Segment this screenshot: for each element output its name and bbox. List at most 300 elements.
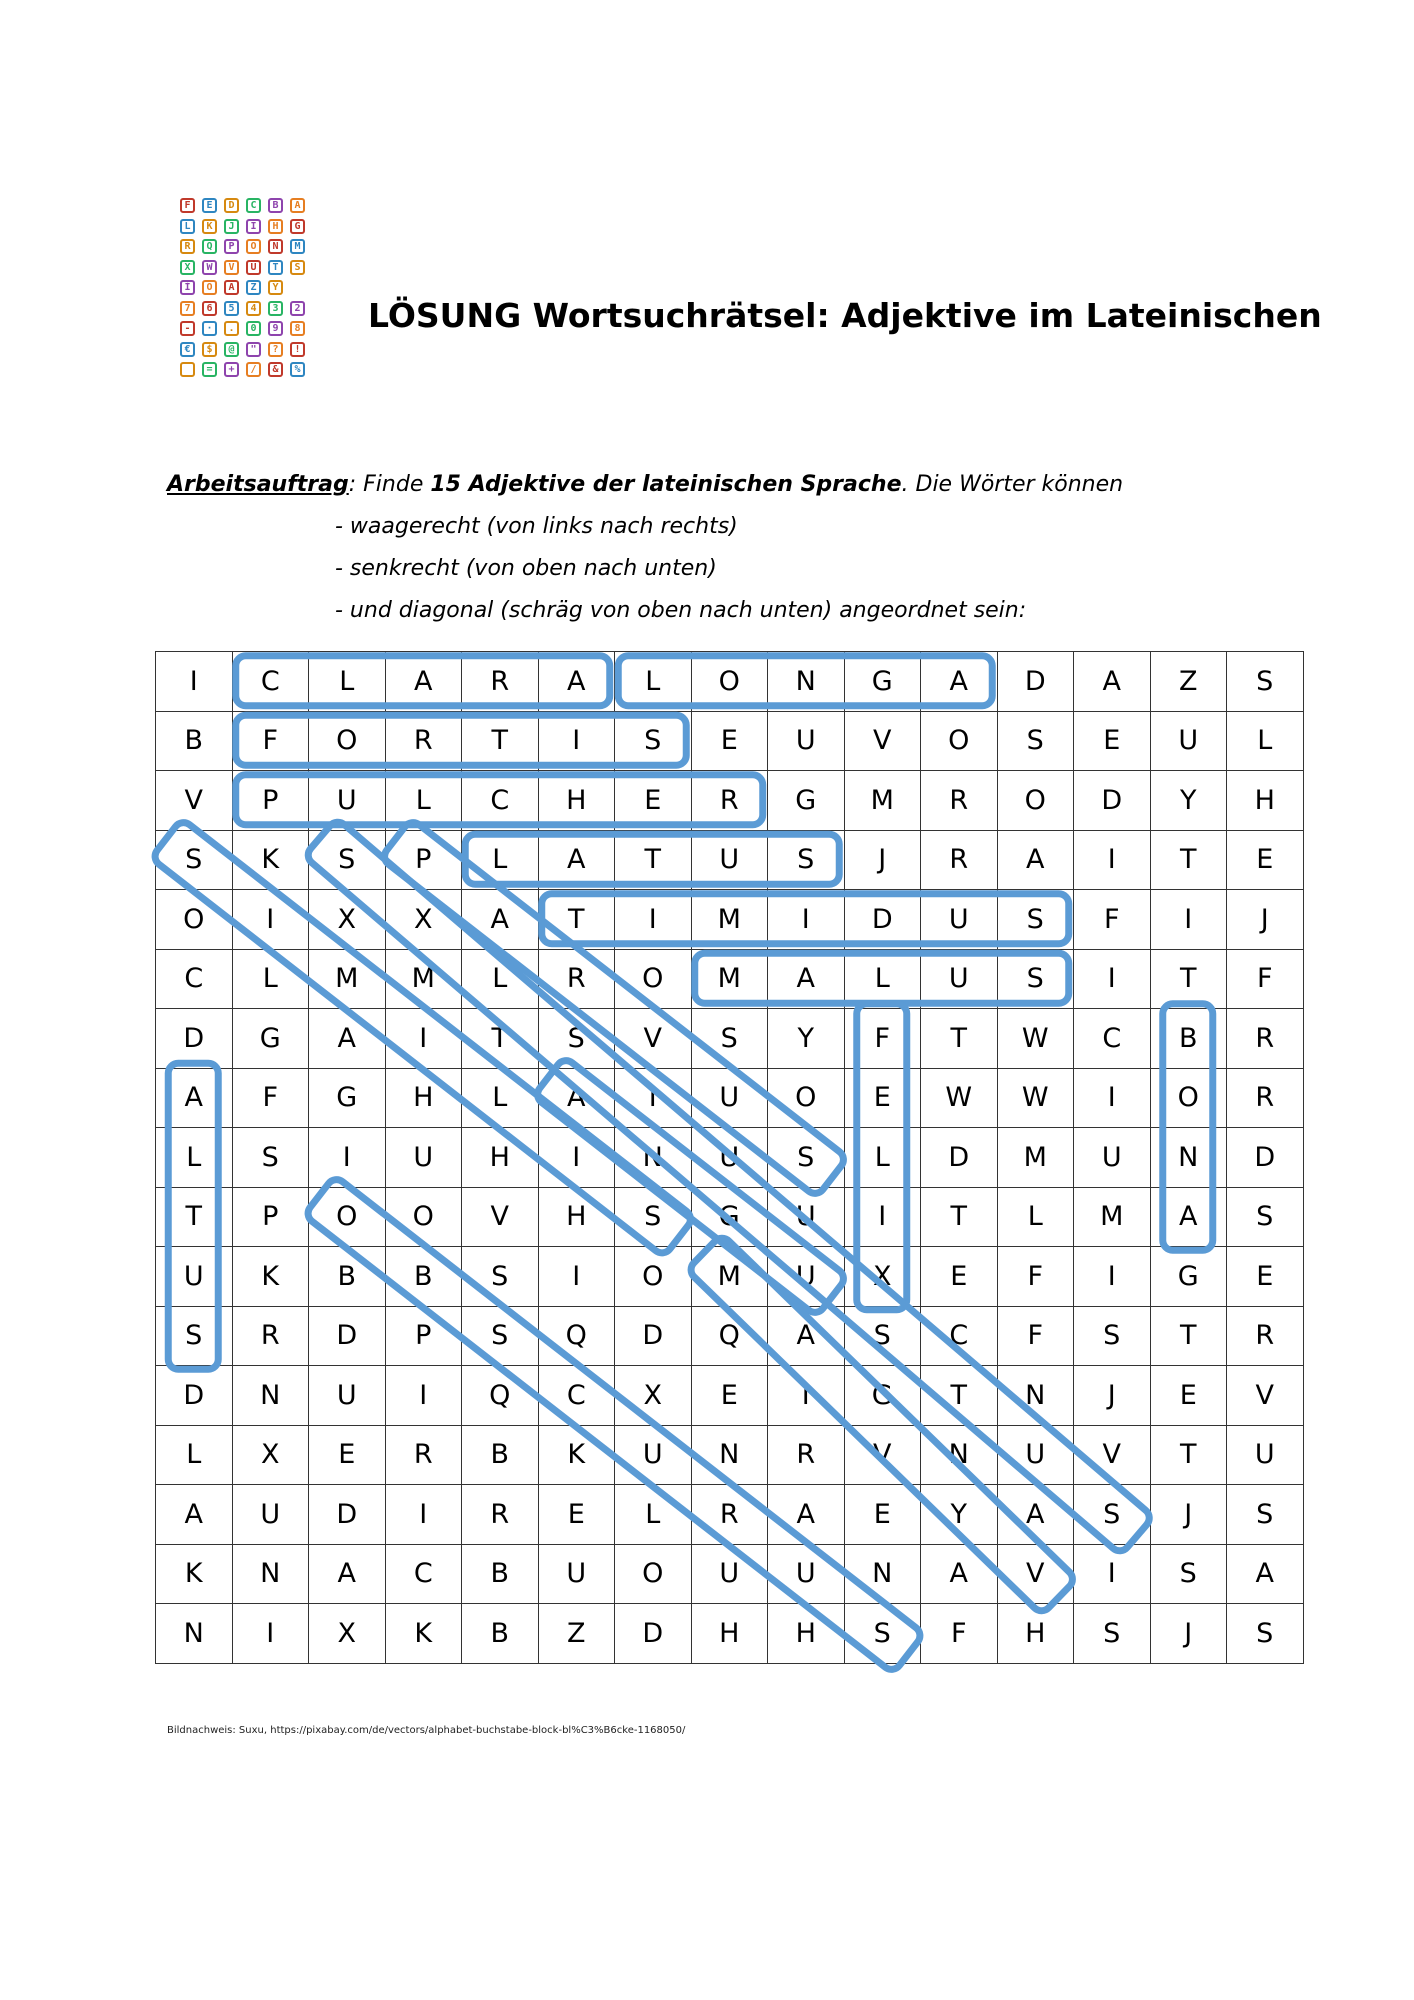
logo-block: - — [180, 321, 195, 336]
instructions-item-vertical: - senkrecht (von oben nach unten) — [335, 556, 717, 581]
grid-row — [156, 1544, 1304, 1604]
logo-block: € — [180, 342, 195, 357]
grid-cell: K — [232, 830, 309, 890]
grid-cell: S — [538, 1009, 615, 1069]
grid-row — [156, 1187, 1304, 1247]
grid-row — [156, 1425, 1304, 1485]
grid-cell: W — [997, 1009, 1074, 1069]
grid-cell: U — [538, 1544, 615, 1604]
grid-cell: Q — [538, 1306, 615, 1366]
grid-cell: A — [156, 1485, 233, 1545]
grid-cell: C — [1074, 1009, 1151, 1069]
logo-block: K — [202, 219, 217, 234]
grid-cell: S — [768, 1128, 845, 1188]
grid-cell: R — [385, 711, 462, 771]
grid-row — [156, 771, 1304, 831]
logo-block: Ä — [224, 280, 239, 295]
grid-cell: E — [1227, 1247, 1304, 1307]
grid-cell: X — [615, 1366, 692, 1426]
grid-cell: U — [691, 830, 768, 890]
grid-cell: M — [691, 949, 768, 1009]
grid-cell: T — [462, 711, 539, 771]
grid-cell: I — [232, 890, 309, 950]
grid-cell: S — [1227, 1485, 1304, 1545]
grid-cell: S — [156, 1306, 233, 1366]
grid-cell: I — [1074, 949, 1151, 1009]
grid-cell: H — [538, 771, 615, 831]
logo-block: " — [246, 342, 261, 357]
grid-cell: U — [156, 1247, 233, 1307]
grid-cell: A — [997, 1485, 1074, 1545]
grid-cell: B — [385, 1247, 462, 1307]
grid-cell: M — [691, 1247, 768, 1307]
word-search-grid — [155, 651, 1304, 1664]
grid-cell: E — [1150, 1366, 1227, 1426]
grid-cell: T — [1150, 1425, 1227, 1485]
grid-cell: S — [615, 1187, 692, 1247]
grid-cell: S — [309, 830, 386, 890]
grid-cell: A — [1074, 652, 1151, 712]
grid-cell: T — [1150, 1306, 1227, 1366]
grid-cell: I — [615, 1068, 692, 1128]
grid-cell: I — [1074, 1247, 1151, 1307]
grid-cell: T — [615, 830, 692, 890]
grid-cell: O — [309, 1187, 386, 1247]
grid-cell: S — [997, 949, 1074, 1009]
grid-cell: I — [538, 711, 615, 771]
grid-cell: E — [1227, 830, 1304, 890]
grid-cell: L — [462, 830, 539, 890]
grid-cell: E — [309, 1425, 386, 1485]
grid-cell: Z — [538, 1604, 615, 1664]
grid-cell: S — [1074, 1485, 1151, 1545]
grid-row — [156, 1128, 1304, 1188]
grid-cell: C — [385, 1544, 462, 1604]
logo-block: J — [224, 219, 239, 234]
logo-block: . — [224, 321, 239, 336]
grid-cell: L — [232, 949, 309, 1009]
grid-row — [156, 1009, 1304, 1069]
grid-cell: Y — [921, 1485, 998, 1545]
grid-cell: N — [232, 1544, 309, 1604]
grid-cell: A — [921, 1544, 998, 1604]
grid-cell: L — [844, 949, 921, 1009]
grid-row — [156, 1366, 1304, 1426]
grid-cell: A — [309, 1009, 386, 1069]
grid-cell: I — [768, 890, 845, 950]
grid-cell: F — [921, 1604, 998, 1664]
grid-cell: U — [921, 949, 998, 1009]
grid-cell: U — [768, 711, 845, 771]
grid-cell: E — [691, 1366, 768, 1426]
grid-cell: N — [997, 1366, 1074, 1426]
grid-cell: R — [691, 1485, 768, 1545]
grid-cell: O — [1150, 1068, 1227, 1128]
logo-block: P — [224, 239, 239, 254]
grid-cell: V — [462, 1187, 539, 1247]
logo-block: & — [268, 362, 283, 377]
logo-block: N — [268, 239, 283, 254]
grid-cell: A — [997, 830, 1074, 890]
logo-block: / — [246, 362, 261, 377]
grid-row — [156, 1485, 1304, 1545]
grid-cell: F — [997, 1306, 1074, 1366]
grid-cell: K — [156, 1544, 233, 1604]
grid-row — [156, 1306, 1304, 1366]
grid-cell: R — [1227, 1068, 1304, 1128]
instructions — [167, 464, 1123, 632]
grid-cell: I — [844, 1187, 921, 1247]
logo-block: Q — [202, 239, 217, 254]
grid-cell: Y — [1150, 771, 1227, 831]
grid-cell: B — [462, 1544, 539, 1604]
grid-cell: D — [1227, 1128, 1304, 1188]
logo-block: · — [202, 321, 217, 336]
grid-row — [156, 830, 1304, 890]
grid-cell: R — [462, 1485, 539, 1545]
grid-cell: V — [1227, 1366, 1304, 1426]
logo-block: G — [290, 219, 305, 234]
logo-block: 9 — [268, 321, 283, 336]
grid-cell: W — [997, 1068, 1074, 1128]
grid-cell: L — [462, 949, 539, 1009]
grid-cell: I — [156, 652, 233, 712]
grid-cell: T — [538, 890, 615, 950]
grid-cell: H — [997, 1604, 1074, 1664]
grid-cell: T — [462, 1009, 539, 1069]
grid-cell: J — [844, 830, 921, 890]
grid-cell: S — [997, 711, 1074, 771]
grid-cell: N — [615, 1128, 692, 1188]
grid-cell: T — [156, 1187, 233, 1247]
logo-block: ? — [268, 342, 283, 357]
grid-row — [156, 949, 1304, 1009]
instructions-line — [167, 464, 1123, 506]
grid-cell: F — [232, 711, 309, 771]
grid-cell: N — [232, 1366, 309, 1426]
grid-cell: M — [997, 1128, 1074, 1188]
grid-cell: U — [615, 1425, 692, 1485]
grid-cell: G — [768, 771, 845, 831]
grid-cell: R — [1227, 1009, 1304, 1069]
grid-cell: A — [768, 1485, 845, 1545]
grid-cell: B — [156, 711, 233, 771]
grid-cell: D — [156, 1366, 233, 1426]
grid-cell: N — [156, 1604, 233, 1664]
grid-cell: U — [309, 771, 386, 831]
grid-cell: F — [997, 1247, 1074, 1307]
grid-cell: O — [385, 1187, 462, 1247]
grid-cell: U — [232, 1485, 309, 1545]
grid-cell: A — [1150, 1187, 1227, 1247]
grid-cell: D — [921, 1128, 998, 1188]
grid-cell: G — [691, 1187, 768, 1247]
grid-row — [156, 890, 1304, 950]
grid-cell: I — [1074, 830, 1151, 890]
grid-cell: V — [844, 711, 921, 771]
grid-cell: L — [309, 652, 386, 712]
logo-block: S — [290, 260, 305, 275]
grid-cell: S — [462, 1306, 539, 1366]
grid-cell: E — [691, 711, 768, 771]
grid-cell: Q — [462, 1366, 539, 1426]
grid-cell: M — [309, 949, 386, 1009]
grid-cell: H — [691, 1604, 768, 1664]
grid-cell: E — [615, 771, 692, 831]
grid-cell: O — [615, 1247, 692, 1307]
grid-cell: N — [844, 1544, 921, 1604]
logo-block: O — [246, 239, 261, 254]
grid-cell: Q — [691, 1306, 768, 1366]
grid-cell: V — [997, 1544, 1074, 1604]
grid-cell: T — [921, 1366, 998, 1426]
logo-block: Ì — [180, 280, 195, 295]
grid-cell: L — [156, 1128, 233, 1188]
grid-cell: U — [385, 1128, 462, 1188]
grid-cell: C — [232, 652, 309, 712]
grid-cell: S — [844, 1306, 921, 1366]
grid-cell: U — [768, 1187, 845, 1247]
logo-block: X — [180, 260, 195, 275]
grid-cell: D — [1074, 771, 1151, 831]
grid-cell: L — [844, 1128, 921, 1188]
grid-cell: E — [844, 1068, 921, 1128]
grid-cell: D — [309, 1485, 386, 1545]
grid-cell: E — [844, 1485, 921, 1545]
logo-block: T — [268, 260, 283, 275]
grid-cell: N — [768, 652, 845, 712]
grid-cell: I — [1074, 1544, 1151, 1604]
grid-cell: G — [232, 1009, 309, 1069]
grid-cell: H — [1227, 771, 1304, 831]
grid-cell: H — [768, 1604, 845, 1664]
grid-cell: H — [538, 1187, 615, 1247]
grid-cell: U — [768, 1544, 845, 1604]
grid-cell: U — [309, 1366, 386, 1426]
logo-block: 7 — [180, 301, 195, 316]
grid-row — [156, 1604, 1304, 1664]
grid-cell: I — [1150, 890, 1227, 950]
grid-cell: P — [385, 830, 462, 890]
alphabet-blocks-icon — [180, 198, 328, 392]
grid-cell: X — [232, 1425, 309, 1485]
grid-cell: Z — [1150, 652, 1227, 712]
grid-cell: A — [538, 830, 615, 890]
grid-cell: G — [1150, 1247, 1227, 1307]
logo-block: % — [290, 362, 305, 377]
grid-cell: S — [156, 830, 233, 890]
grid-cell: F — [1227, 949, 1304, 1009]
logo-block: U — [246, 260, 261, 275]
logo-block: Y — [268, 280, 283, 295]
instructions-text: : Finde — [348, 472, 431, 497]
logo-block: Z — [246, 280, 261, 295]
logo-block: + — [224, 362, 239, 377]
grid-cell: R — [691, 771, 768, 831]
grid-cell: X — [385, 890, 462, 950]
logo-block: E — [202, 198, 217, 213]
grid-cell: U — [691, 1128, 768, 1188]
grid-cell: F — [844, 1009, 921, 1069]
grid-cell: S — [1227, 652, 1304, 712]
grid-cell: I — [309, 1128, 386, 1188]
grid-cell: D — [844, 890, 921, 950]
grid-cell: H — [385, 1068, 462, 1128]
grid-cell: B — [462, 1604, 539, 1664]
grid-cell: A — [1227, 1544, 1304, 1604]
grid-cell: C — [462, 771, 539, 831]
grid-cell: S — [1227, 1187, 1304, 1247]
grid-cell: R — [1227, 1306, 1304, 1366]
grid-cell: I — [385, 1366, 462, 1426]
grid-cell: G — [844, 1366, 921, 1426]
grid-cell: P — [232, 771, 309, 831]
logo-block: H — [268, 219, 283, 234]
grid-cell: I — [615, 890, 692, 950]
logo-block: L — [180, 219, 195, 234]
grid-cell: G — [844, 652, 921, 712]
grid-cell: S — [462, 1247, 539, 1307]
image-credit: Bildnachweis: Suxu, https://pixabay.com/de/vectors/alphabet-buchstabe-block-bl%C3%B6cke-1168050/ — [167, 1725, 686, 1736]
grid-cell: S — [1227, 1604, 1304, 1664]
grid-cell: F — [232, 1068, 309, 1128]
logo-block: M — [290, 239, 305, 254]
grid-cell: A — [538, 652, 615, 712]
grid-cell: X — [309, 890, 386, 950]
grid-cell: R — [385, 1425, 462, 1485]
grid-cell: E — [1074, 711, 1151, 771]
grid-cell: S — [1150, 1544, 1227, 1604]
grid-cell: J — [1227, 890, 1304, 950]
grid-cell: D — [156, 1009, 233, 1069]
grid-cell: N — [1150, 1128, 1227, 1188]
grid-cell: O — [615, 949, 692, 1009]
grid-cell: S — [615, 711, 692, 771]
grid-cell: J — [1150, 1604, 1227, 1664]
grid-cell: I — [385, 1485, 462, 1545]
logo-block: A — [290, 198, 305, 213]
logo-block: 5 — [224, 301, 239, 316]
grid-cell: F — [1074, 890, 1151, 950]
grid-cell: A — [768, 949, 845, 1009]
logo-block: @ — [224, 342, 239, 357]
logo-block: $ — [202, 342, 217, 357]
grid-cell: G — [309, 1068, 386, 1128]
grid-cell: K — [538, 1425, 615, 1485]
grid-cell: A — [538, 1068, 615, 1128]
grid-cell: R — [921, 771, 998, 831]
instructions-emphasis: 15 Adjektive der lateinischen Sprache — [430, 472, 902, 497]
grid-cell: E — [921, 1247, 998, 1307]
grid-cell: L — [156, 1425, 233, 1485]
grid-cell: T — [921, 1009, 998, 1069]
grid-cell: S — [1074, 1604, 1151, 1664]
grid-cell: M — [1074, 1187, 1151, 1247]
grid-cell: X — [309, 1604, 386, 1664]
grid-cell: A — [921, 652, 998, 712]
logo-block: W — [202, 260, 217, 275]
grid-cell: D — [615, 1306, 692, 1366]
instructions-item-diagonal: - und diagonal (schräg von oben nach unten) angeordnet sein: — [335, 598, 1027, 623]
grid-cell: U — [1074, 1128, 1151, 1188]
grid-cell: N — [691, 1425, 768, 1485]
grid-cell: L — [1227, 711, 1304, 771]
grid-cell: N — [921, 1425, 998, 1485]
logo-block: V — [224, 260, 239, 275]
grid-cell: L — [997, 1187, 1074, 1247]
grid-cell: A — [156, 1068, 233, 1128]
logo-block: 3 — [268, 301, 283, 316]
grid-cell: I — [768, 1366, 845, 1426]
grid-cell: I — [232, 1604, 309, 1664]
grid-cell: V — [1074, 1425, 1151, 1485]
grid-cell: O — [615, 1544, 692, 1604]
grid-cell: U — [691, 1544, 768, 1604]
grid-cell: L — [615, 1485, 692, 1545]
grid-cell: D — [309, 1306, 386, 1366]
grid-cell: C — [156, 949, 233, 1009]
grid-cell: A — [309, 1544, 386, 1604]
instructions-item-horizontal: - waagerecht (von links nach rechts) — [335, 514, 738, 539]
grid-cell: T — [921, 1187, 998, 1247]
grid-cell: S — [1074, 1306, 1151, 1366]
grid-cell: M — [844, 771, 921, 831]
grid-cell: S — [997, 890, 1074, 950]
grid-cell: I — [538, 1128, 615, 1188]
grid-cell: R — [232, 1306, 309, 1366]
grid-cell: D — [997, 652, 1074, 712]
grid-cell: T — [1150, 830, 1227, 890]
logo-block: I — [246, 219, 261, 234]
grid-cell: L — [462, 1068, 539, 1128]
grid-cell: B — [309, 1247, 386, 1307]
grid-cell: T — [1150, 949, 1227, 1009]
grid-cell: B — [462, 1425, 539, 1485]
grid-cell: J — [1150, 1485, 1227, 1545]
grid-cell: P — [385, 1306, 462, 1366]
grid-cell: I — [385, 1009, 462, 1069]
logo-block: D — [224, 198, 239, 213]
grid-row — [156, 1068, 1304, 1128]
grid-cell: D — [615, 1604, 692, 1664]
logo-block: C — [246, 198, 261, 213]
grid-cell: M — [691, 890, 768, 950]
logo-block: Ö — [202, 280, 217, 295]
grid-cell: S — [691, 1009, 768, 1069]
grid-cell: V — [156, 771, 233, 831]
grid-cell: R — [921, 830, 998, 890]
grid-row — [156, 711, 1304, 771]
grid-cell: R — [538, 949, 615, 1009]
grid-cell: C — [921, 1306, 998, 1366]
grid-cell: U — [1227, 1425, 1304, 1485]
grid-cell: K — [232, 1247, 309, 1307]
logo-block: ! — [290, 342, 305, 357]
grid-cell: U — [691, 1068, 768, 1128]
grid-cell: A — [385, 652, 462, 712]
logo-block: 0 — [246, 321, 261, 336]
grid-cell: I — [538, 1247, 615, 1307]
grid-cell: W — [921, 1068, 998, 1128]
grid-cell: J — [1074, 1366, 1151, 1426]
logo-block: R — [180, 239, 195, 254]
logo-block: B — [268, 198, 283, 213]
logo-block: 6 — [202, 301, 217, 316]
instructions-text-end: . Die Wörter können — [901, 472, 1124, 497]
grid-cell: O — [921, 711, 998, 771]
grid-cell: K — [385, 1604, 462, 1664]
logo-block — [180, 362, 195, 377]
